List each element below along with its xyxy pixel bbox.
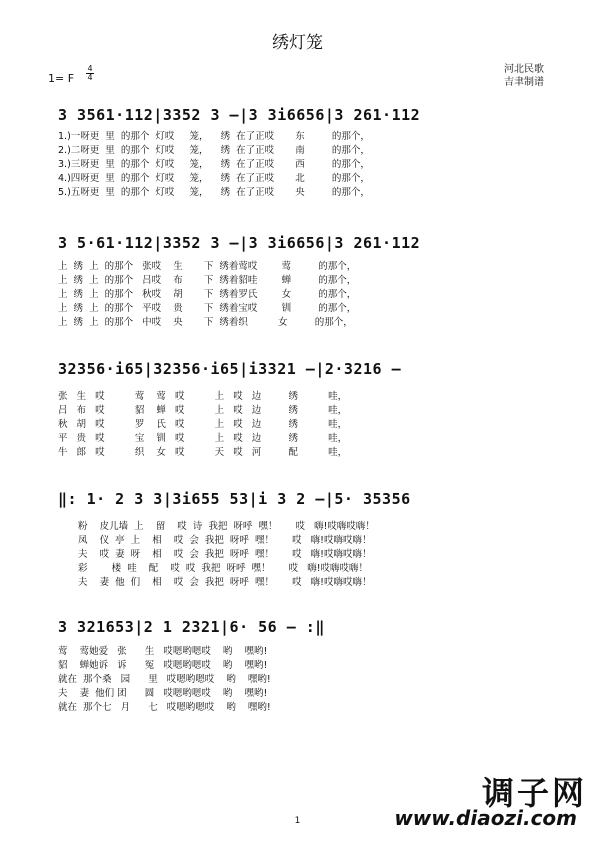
lyric-line: 貂 蝉她诉 诉 冤 哎嗯哟嗯哎 哟 嘿哟!	[58, 660, 268, 671]
lyric-line: 5.)五呀更 里 的那个 灯哎 笼， 绣 在了正哎 央 的那个，	[58, 187, 370, 198]
lyric-line: 3.)三呀更 里 的那个 灯哎 笼， 绣 在了正哎 西 的那个，	[58, 159, 370, 170]
song-origin: 河北民歌	[504, 64, 544, 75]
lyric-line: 2.)二呀更 里 的那个 灯哎 笼， 绣 在了正哎 南 的那个，	[58, 145, 370, 156]
notation-line-5: 3 321653|2 1 2321|6· 56 – :‖	[58, 618, 325, 636]
time-signature	[85, 65, 95, 82]
lyric-line: 4.)四呀更 里 的那个 灯哎 笼， 绣 在了正哎 北 的那个，	[58, 173, 370, 184]
notation-line-2: 3 5·61·112|3352 3 –|3 3i6656|3 261·112	[58, 234, 421, 252]
notation-line-3: 32356·i65|32356·i65|i3321 –|2·3216 –	[58, 360, 402, 378]
lyric-line: 就在 那个桑 园 里 哎嗯哟嗯哎 哟 嘿哟!	[58, 674, 271, 685]
lyric-line: 凤 仪 亭 上 相 哎 会 我把 呀呼 嘿！ 哎 嗨!哎嗨哎嗨！	[78, 535, 372, 546]
lyric-line: 夫 妻 他 们 相 哎 会 我把 呀呼 嘿！ 哎 嗨!哎嗨哎嗨！	[78, 577, 372, 588]
lyric-line: 上 绣 上 的那个 吕哎 布 下 绣着貂哇 蝉 的那个，	[58, 275, 357, 286]
lyric-line: 牛 郎 哎 织 女 哎 天 哎 河 配 哇，	[58, 447, 348, 458]
lyric-line: 上 绣 上 的那个 张哎 生 下 绣着莺哎 莺 的那个，	[58, 261, 357, 272]
site-url: www.diaozi.com	[394, 806, 577, 830]
lyric-line: 粉 皮儿墙 上 留 哎 诗 我把 呀呼 嘿！ 哎 嗨!哎嗨哎嗨！	[78, 521, 375, 532]
lyric-line: 上 绣 上 的那个 平哎 贵 下 绣着宝哎 钏 的那个，	[58, 303, 357, 314]
lyric-line: 就在 那个七 月 七 哎嗯哟嗯哎 哟 嘿哟!	[58, 702, 271, 713]
page-number: 1	[294, 816, 301, 826]
lyric-line: 莺 莺她爱 张 生 哎嗯哟嗯哎 哟 嘿哟!	[58, 646, 268, 657]
lyric-line: 彩 楼 哇 配 哎 哎 我把 呀呼 嘿！ 哎 嗨!哎嗨哎嗨！	[78, 563, 369, 574]
time-sig-bottom: 4	[87, 73, 93, 82]
notation-line-4: ‖: 1· 2 3 3|3i655 53|i 3 2 –|5· 35356	[58, 490, 411, 508]
lyric-line: 张 生 哎 莺 莺 哎 上 哎 边 绣 哇，	[58, 391, 348, 402]
lyric-line: 1.)一呀更 里 的那个 灯哎 笼， 绣 在了正哎 东 的那个，	[58, 131, 370, 142]
song-title: 绣灯笼	[272, 33, 323, 53]
lyric-line: 吕 布 哎 貂 蝉 哎 上 哎 边 绣 哇，	[58, 405, 348, 416]
lyric-line: 平 贵 哎 宝 钏 哎 上 哎 边 绣 哇，	[58, 433, 348, 444]
lyric-line: 夫 妻 他们 团 圆 哎嗯哟嗯哎 哟 嘿哟!	[58, 688, 268, 699]
lyric-line: 上 绣 上 的那个 秋哎 胡 下 绣着罗氏 女 的那个，	[58, 289, 357, 300]
lyric-line: 夫 哎 妻 呀 相 哎 会 我把 呀呼 嘿！ 哎 嗨!哎嗨哎嗨！	[78, 549, 372, 560]
time-sig-top: 4	[87, 64, 93, 73]
site-logo: 调子网	[481, 774, 587, 812]
notation-line-1: 3 3561·112|3352 3 –|3 3i6656|3 261·112	[58, 106, 421, 124]
arranger-credit: 吉聿制谱	[504, 77, 544, 88]
key-signature: 1= F	[48, 72, 75, 85]
lyric-line: 秋 胡 哎 罗 氏 哎 上 哎 边 绣 哇，	[58, 419, 348, 430]
lyric-line: 上 绣 上 的那个 中哎 央 下 绣着织 女 的那个，	[58, 317, 353, 328]
